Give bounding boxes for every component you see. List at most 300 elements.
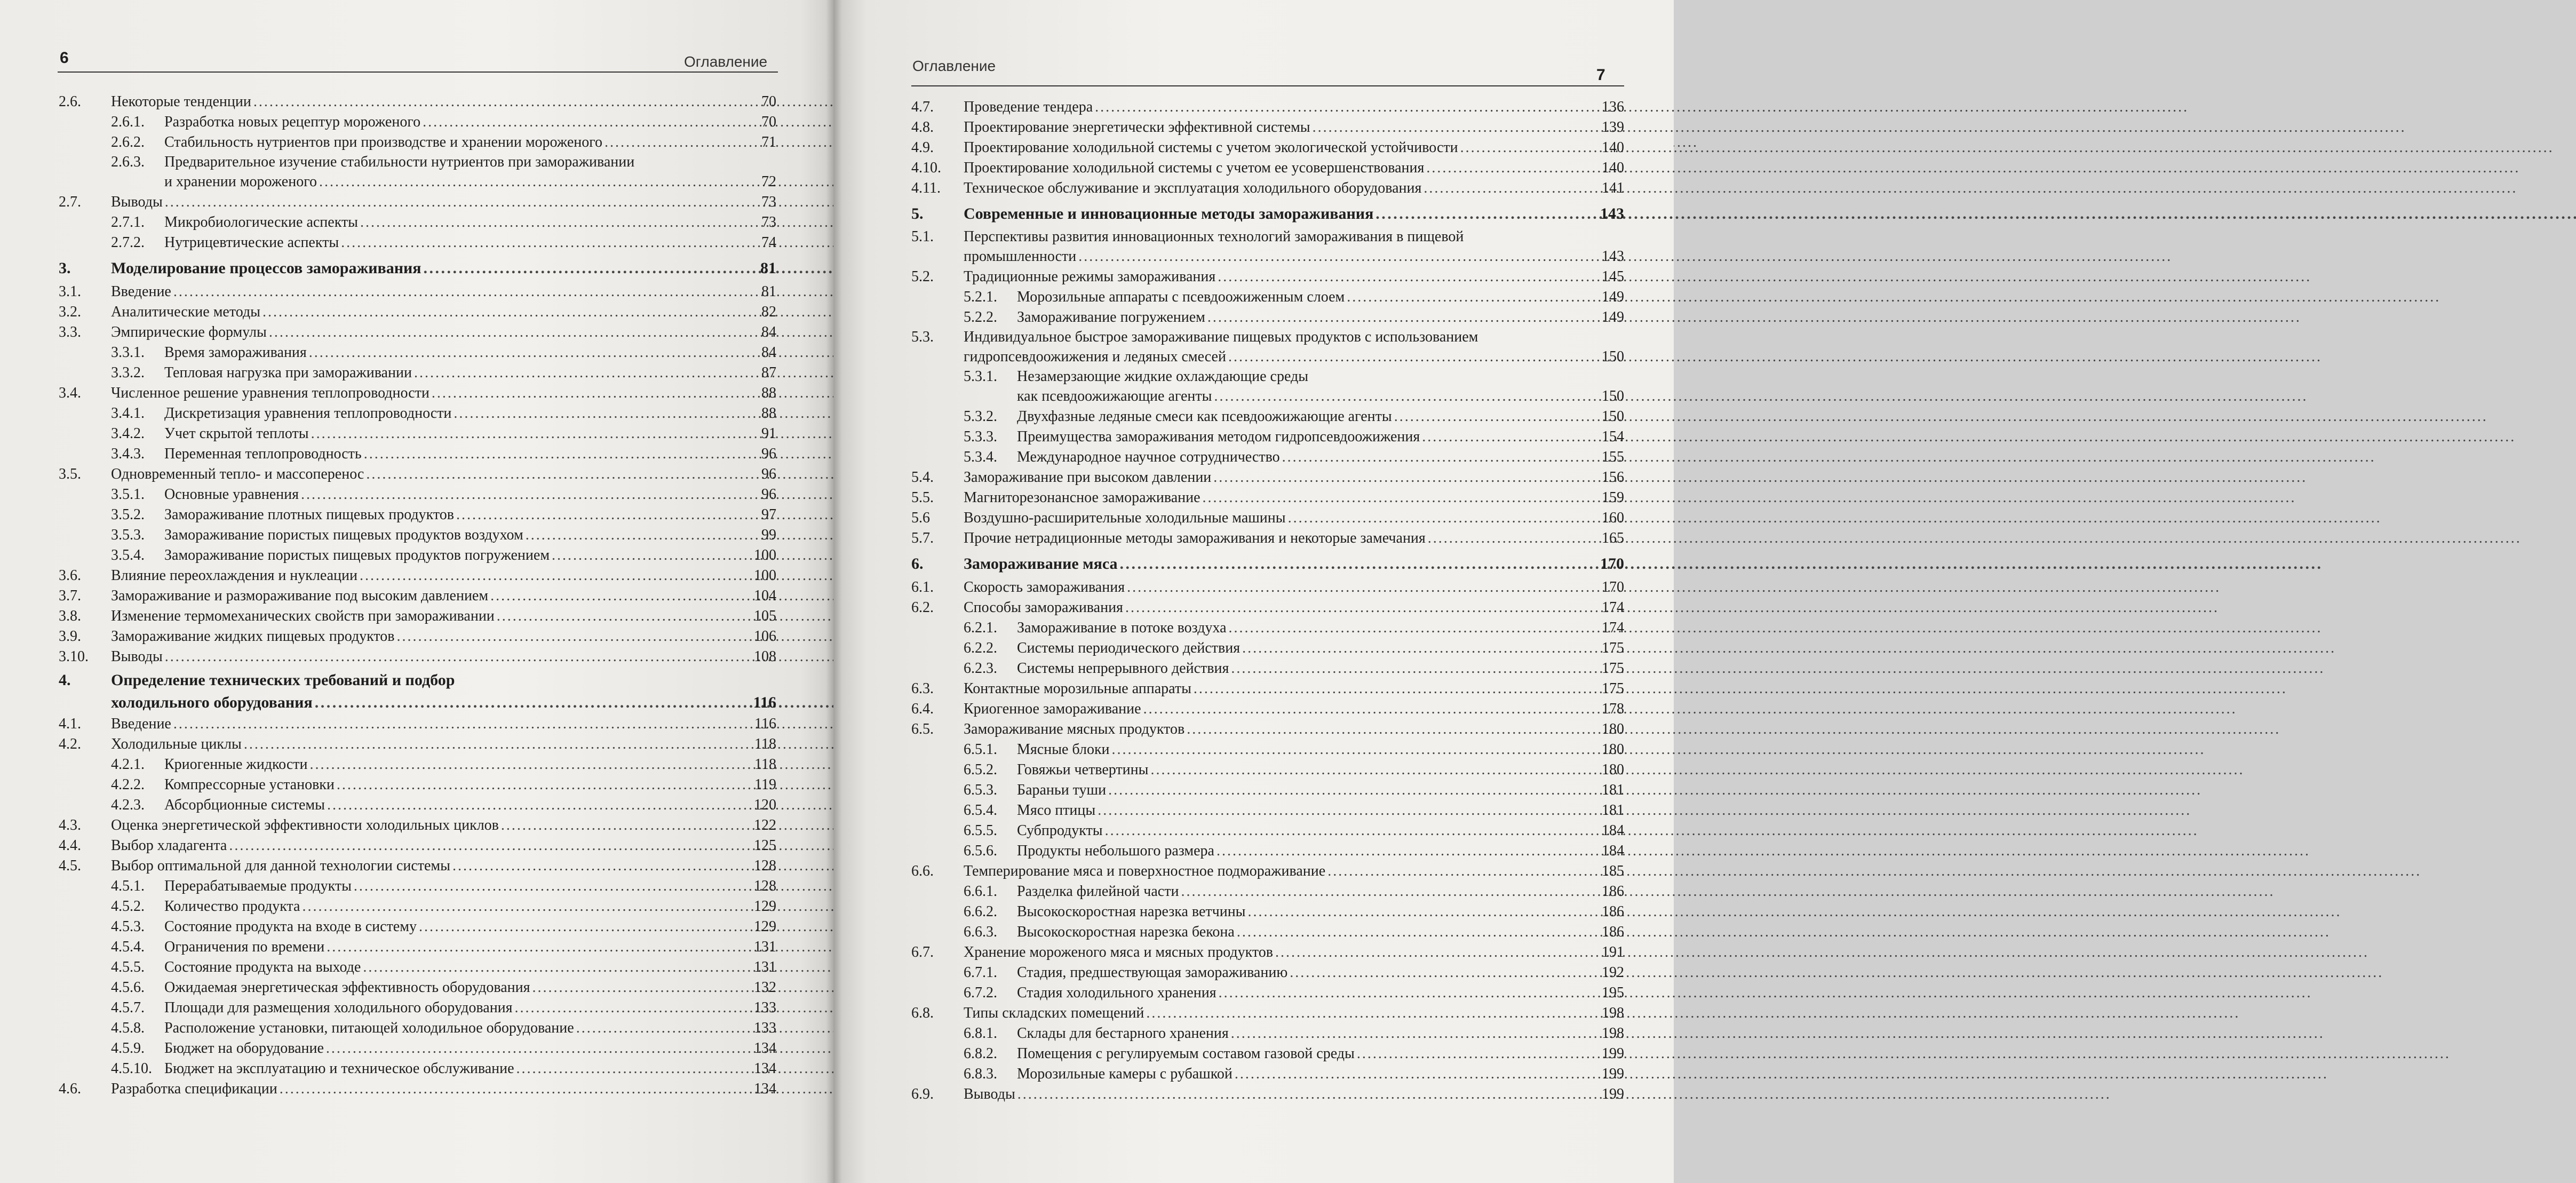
toc-leader-dots: [497, 606, 752, 626]
toc-entry: [59, 192, 776, 212]
toc-leader-dots: [397, 626, 752, 647]
toc-title: Скорость замораживания: [964, 579, 1125, 596]
toc-page-number: 118: [754, 736, 776, 752]
right-header-rule: [911, 85, 1624, 86]
toc-title: Контактные морозильные аппараты: [964, 680, 1191, 697]
toc-leader-dots: [1194, 679, 1600, 699]
toc-leader-dots: [1229, 618, 1600, 638]
toc-entry: [59, 363, 776, 383]
toc-number: 6.2.: [911, 599, 934, 616]
toc-entry: [911, 699, 1624, 719]
toc-page-number: 120: [754, 797, 776, 813]
toc-entry: [59, 957, 776, 978]
toc-page-number: 170: [1602, 579, 1624, 596]
toc-title: Замораживание пористых пищевых продуктов воздухом: [164, 527, 523, 543]
toc-page-number: 87: [761, 364, 776, 381]
toc-page-number: 81: [760, 259, 776, 277]
toc-entry: [911, 307, 1624, 328]
toc-title: Предварительное изучение стабильности нутриентов при замораживании: [164, 154, 635, 170]
toc-entry-line: [911, 551, 1624, 577]
toc-page-number: 128: [754, 858, 776, 874]
toc-page-number: 198: [1602, 1025, 1624, 1042]
toc-title: Тепловая нагрузка при замораживании: [164, 364, 412, 381]
toc-leader-dots: [366, 464, 759, 485]
toc-title: Моделирование процессов замораживания: [111, 259, 422, 277]
toc-leader-dots: [490, 586, 752, 606]
toc-entry-line: [911, 347, 1624, 367]
toc-leader-dots: [576, 1018, 752, 1038]
toc-page-number: 145: [1602, 268, 1624, 285]
toc-leader-dots: [244, 734, 752, 755]
toc-entry-line: [911, 882, 1624, 902]
toc-entry: [59, 322, 776, 343]
toc-entry-line: [911, 618, 1624, 638]
toc-entry-line: [911, 328, 1624, 347]
toc-entry-line: [911, 227, 1624, 247]
toc-entry: [911, 158, 1624, 178]
toc-number: 4.6.: [59, 1081, 81, 1097]
toc-page-number: 149: [1602, 309, 1624, 325]
toc-title: Проведение тендера: [964, 99, 1093, 115]
toc-number: 4.5.4.: [111, 939, 145, 955]
toc-entry-line: [59, 153, 776, 172]
toc-page-number: 175: [1602, 640, 1624, 656]
toc-entry-line: [59, 212, 776, 233]
toc-leader-dots: [516, 1059, 752, 1079]
toc-title: Время замораживания: [164, 344, 307, 361]
toc-entry: [59, 383, 776, 403]
toc-entry-line: [59, 957, 776, 978]
toc-page-number: 140: [1602, 160, 1624, 176]
toc-title: Учет скрытой теплоты: [164, 425, 309, 442]
toc-entry: [59, 302, 776, 322]
toc-entry-line: [59, 669, 776, 692]
toc-number: 4.4.: [59, 837, 81, 854]
toc-page-number: 129: [754, 898, 776, 915]
toc-entry: [59, 669, 776, 714]
toc-page-number: 191: [1602, 944, 1624, 960]
toc-entry-line: [911, 598, 1624, 618]
toc-number: 2.6.1.: [111, 114, 145, 130]
toc-title: Стадия холодильного хранения: [1017, 984, 1217, 1001]
toc-leader-dots: [1288, 508, 1600, 528]
toc-title-continuation: и хранении мороженого: [164, 173, 317, 190]
toc-leader-dots: [1146, 1003, 1600, 1023]
toc-entry-line: [59, 444, 776, 464]
toc-number: 6.6.2.: [964, 903, 997, 920]
toc-page-number: 116: [754, 716, 776, 732]
toc-entry-line: [911, 760, 1624, 780]
toc-page-number: 160: [1602, 510, 1624, 526]
toc-entry: [911, 201, 1624, 227]
toc-entry-line: [59, 485, 776, 505]
toc-number: 3.8.: [59, 608, 81, 624]
toc-entry: [59, 1038, 776, 1059]
book-spine-shadow: [826, 0, 842, 1183]
toc-number: 3.5.2.: [111, 506, 145, 523]
toc-number: 4.2.3.: [111, 797, 145, 813]
toc-leader-dots: [1203, 488, 1600, 508]
toc-entry: [911, 861, 1624, 882]
toc-page-number: 70: [761, 114, 776, 130]
toc-leader-dots: [1125, 598, 1600, 618]
toc-title: Выбор хладагента: [111, 837, 227, 854]
toc-title: Переменная теплопроводность: [164, 446, 362, 462]
toc-entry-line: [59, 586, 776, 606]
toc-page-number: 134: [754, 1081, 776, 1097]
toc-title: Двухфазные ледяные смеси как псевдоожижающие агенты: [1017, 408, 1392, 425]
toc-entry-line: [911, 679, 1624, 699]
toc-title: Системы непрерывного действия: [1017, 660, 1229, 677]
toc-title: Нутрицевтические аспекты: [164, 234, 339, 251]
toc-number: 3.4.3.: [111, 446, 145, 462]
toc-entry-line: [911, 780, 1624, 800]
toc-number: 3.4.2.: [111, 425, 145, 442]
toc-entry: [59, 233, 776, 253]
toc-entry-line: [59, 734, 776, 755]
toc-title: Абсорбционные системы: [164, 797, 325, 813]
toc-leader-dots: [360, 212, 759, 233]
toc-entry: [59, 714, 776, 734]
toc-entry: [911, 1003, 1624, 1023]
toc-entry-line: [59, 545, 776, 566]
toc-entry: [59, 212, 776, 233]
toc-entry-line: [911, 528, 1624, 549]
toc-entry-line: [59, 856, 776, 876]
toc-title: Незамерзающие жидкие охлаждающие среды: [1017, 368, 1309, 385]
toc-number: 3.: [59, 259, 71, 277]
toc-entry-line: [911, 922, 1624, 942]
toc-title: Замораживание погружением: [1017, 309, 1205, 325]
left-running-title: Оглавление: [684, 53, 768, 70]
toc-number: 4.5.8.: [111, 1020, 145, 1036]
toc-leader-dots: [1150, 760, 1600, 780]
toc-number: 5.2.1.: [964, 289, 997, 305]
toc-number: 6.6.: [911, 863, 934, 879]
right-running-title: Оглавление: [912, 58, 996, 74]
toc-leader-dots: [1376, 201, 1598, 227]
toc-page-number: 186: [1602, 924, 1624, 940]
toc-title: Перспективы развития инновационных технологий замораживания в пищевой: [964, 228, 1464, 245]
toc-entry-line: [59, 978, 776, 998]
toc-entry: [911, 178, 1624, 199]
toc-number: 4.3.: [59, 817, 81, 833]
toc-leader-dots: [1214, 386, 1600, 407]
toc-title: Ожидаемая энергетическая эффективность оборудования: [164, 979, 530, 996]
toc-entry: [59, 545, 776, 566]
toc-entry-line: [911, 158, 1624, 178]
toc-entry: [911, 821, 1624, 841]
toc-entry: [911, 1064, 1624, 1084]
toc-page-number: 97: [761, 506, 776, 523]
toc-page-number: 70: [761, 93, 776, 110]
toc-title-continuation: холодильного оборудования: [111, 694, 313, 711]
toc-title: Субпродукты: [1017, 822, 1103, 839]
toc-entry: [59, 153, 776, 192]
toc-title: Выбор оптимальной для данной технологии системы: [111, 858, 450, 874]
toc-entry: [59, 1059, 776, 1079]
toc-entry: [59, 586, 776, 606]
toc-page-number: 175: [1602, 680, 1624, 697]
toc-page-number: 186: [1602, 883, 1624, 900]
toc-number: 4.10.: [911, 160, 941, 176]
toc-leader-dots: [452, 856, 752, 876]
toc-title: Магниторезонансное замораживание: [964, 489, 1200, 506]
toc-number: 5.3.: [911, 329, 934, 345]
toc-number: 6.5.4.: [964, 802, 997, 819]
toc-title: Эмпирические формулы: [111, 324, 267, 340]
toc-entry: [911, 800, 1624, 821]
toc-title: Замораживание при высоком давлении: [964, 469, 1212, 486]
toc-title: Проектирование холодильной системы с учетом ее усовершенствования: [964, 160, 1425, 176]
toc-page-number: 133: [754, 999, 776, 1016]
toc-leader-dots: [1357, 1044, 1600, 1064]
toc-number: 4.11.: [911, 180, 941, 196]
toc-entry: [911, 447, 1624, 467]
toc-entry-line: [59, 505, 776, 525]
toc-page-number: 73: [761, 214, 776, 231]
toc-entry-line: [59, 1018, 776, 1038]
toc-leader-dots: [1242, 638, 1600, 658]
toc-leader-dots: [605, 132, 759, 153]
toc-entry-line: [59, 876, 776, 896]
toc-leader-dots: [319, 172, 759, 192]
toc-entry: [59, 836, 776, 856]
toc-number: 6.5.2.: [964, 761, 997, 778]
toc-entry: [911, 488, 1624, 508]
toc-leader-dots: [1327, 861, 1600, 882]
toc-number: 3.4.: [59, 385, 81, 401]
toc-leader-dots: [309, 343, 759, 363]
toc-entry-line: [59, 606, 776, 626]
toc-leader-dots: [1213, 467, 1600, 488]
toc-title: Бюджет на эксплуатацию и техническое обслуживание: [164, 1060, 514, 1077]
toc-page-number: 84: [761, 324, 776, 340]
toc-title: Расположение установки, питающей холодильное оборудование: [164, 1020, 574, 1036]
toc-number: 6.7.2.: [964, 984, 997, 1001]
toc-title: Замораживание мясных продуктов: [964, 721, 1185, 737]
toc-page-number: 129: [754, 918, 776, 935]
toc-leader-dots: [327, 937, 752, 957]
toc-leader-dots: [229, 836, 752, 856]
toc-entry-line: [911, 488, 1624, 508]
toc-entry-line: [911, 117, 1624, 138]
toc-number: 4.5.: [59, 858, 81, 874]
toc-title: Холодильные циклы: [111, 736, 242, 752]
toc-title: Замораживание в потоке воздуха: [1017, 620, 1227, 636]
toc-entry: [911, 1044, 1624, 1064]
right-toc: [911, 97, 1624, 1105]
toc-leader-dots: [311, 424, 759, 444]
toc-title: Склады для бестарного хранения: [1017, 1025, 1229, 1042]
toc-entry-line: [911, 1003, 1624, 1023]
toc-title: Перерабатываемые продукты: [164, 878, 352, 894]
toc-entry-line: [59, 302, 776, 322]
toc-title: Преимущества замораживания методом гидропсевдоожижения: [1017, 428, 1420, 445]
toc-leader-dots: [1422, 427, 1600, 447]
toc-leader-dots: [165, 192, 759, 212]
toc-leader-dots: [1095, 97, 1600, 117]
toc-entry: [911, 882, 1624, 902]
toc-number: 4.: [59, 671, 71, 689]
toc-entry-line: [911, 1084, 1624, 1105]
toc-number: 2.6.: [59, 93, 81, 110]
toc-leader-dots: [1275, 942, 1600, 963]
toc-entry: [911, 719, 1624, 740]
toc-leader-dots: [1112, 740, 1600, 760]
toc-leader-dots: [1428, 528, 1600, 549]
toc-title: Ограничения по времени: [164, 939, 325, 955]
toc-leader-dots: [424, 255, 758, 282]
toc-leader-dots: [1120, 551, 1598, 577]
toc-leader-dots: [173, 714, 752, 734]
toc-title: Техническое обслуживание и эксплуатация холодильного оборудования: [964, 180, 1422, 196]
toc-title: Оценка энергетической эффективности холодильных циклов: [111, 817, 499, 833]
toc-number: 5.2.2.: [964, 309, 997, 325]
toc-number: 4.2.2.: [111, 776, 145, 793]
toc-entry: [911, 328, 1624, 367]
toc-page-number: 184: [1602, 843, 1624, 859]
toc-entry-line: [59, 1038, 776, 1059]
toc-leader-dots: [1219, 983, 1600, 1003]
toc-page-number: 118: [754, 756, 776, 773]
toc-entry: [59, 132, 776, 153]
toc-number: 4.9.: [911, 139, 934, 156]
toc-leader-dots: [1218, 267, 1600, 287]
toc-entry: [59, 937, 776, 957]
toc-title: Системы периодического действия: [1017, 640, 1241, 656]
toc-entry-line: [911, 467, 1624, 488]
toc-leader-dots: [1394, 407, 1600, 427]
toc-number: 6.8.2.: [964, 1045, 997, 1062]
toc-entry-line: [911, 508, 1624, 528]
toc-number: 6.4.: [911, 701, 934, 717]
toc-title: Разделка филейной части: [1017, 883, 1179, 900]
toc-entry-line: [59, 692, 776, 714]
toc-title-continuation: как псевдоожижающие агенты: [1017, 388, 1212, 404]
toc-title: Выводы: [111, 648, 163, 665]
toc-leader-dots: [1282, 447, 1600, 467]
toc-title: Стадия, предшествующая замораживанию: [1017, 964, 1288, 981]
toc-leader-dots: [1105, 821, 1600, 841]
toc-entry-line: [59, 917, 776, 937]
toc-number: 5.1.: [911, 228, 934, 245]
toc-title: Высокоскоростная нарезка ветчины: [1017, 903, 1246, 920]
toc-entry: [59, 917, 776, 937]
toc-number: 3.10.: [59, 648, 89, 665]
toc-entry-line: [911, 407, 1624, 427]
toc-entry: [59, 255, 776, 282]
toc-title: Современные и инновационные методы замораживания: [964, 205, 1374, 223]
toc-leader-dots: [360, 566, 752, 586]
toc-page-number: 116: [753, 694, 776, 711]
toc-entry: [911, 508, 1624, 528]
toc-page-number: 143: [1600, 205, 1624, 223]
toc-leader-dots: [1231, 658, 1600, 679]
toc-number: 5.3.4.: [964, 449, 997, 465]
toc-page-number: 132: [754, 979, 776, 996]
toc-number: 3.3.: [59, 324, 81, 340]
toc-entry: [59, 566, 776, 586]
toc-number: 5.3.1.: [964, 368, 997, 385]
toc-title: Говяжьи четвертины: [1017, 761, 1149, 778]
toc-leader-dots: [364, 444, 759, 464]
toc-leader-dots: [341, 233, 759, 253]
toc-number: 5.3.2.: [964, 408, 997, 425]
toc-entry: [59, 112, 776, 132]
toc-page-number: 149: [1602, 289, 1624, 305]
toc-page-number: 72: [761, 173, 776, 190]
toc-page-number: 150: [1602, 408, 1624, 425]
toc-page-number: 180: [1602, 721, 1624, 737]
toc-entry: [911, 551, 1624, 577]
toc-entry-line: [911, 307, 1624, 328]
toc-entry: [59, 424, 776, 444]
toc-entry: [911, 467, 1624, 488]
toc-number: 3.5.1.: [111, 486, 145, 503]
toc-entry-line: [911, 942, 1624, 963]
toc-entry: [59, 775, 776, 795]
toc-leader-dots: [501, 815, 752, 836]
toc-entry: [911, 97, 1624, 117]
toc-entry-line: [59, 343, 776, 363]
toc-entry: [911, 638, 1624, 658]
toc-title: Индивидуальное быстрое замораживание пищевых продуктов с использованием: [964, 329, 1478, 345]
toc-page-number: 96: [761, 446, 776, 462]
toc-entry: [911, 138, 1624, 158]
toc-number: 4.5.6.: [111, 979, 145, 996]
toc-number: 4.5.9.: [111, 1040, 145, 1057]
toc-entry: [911, 227, 1624, 267]
toc-entry-line: [59, 322, 776, 343]
toc-entry-line: [911, 740, 1624, 760]
toc-leader-dots: [1217, 841, 1600, 861]
toc-entry-line: [911, 699, 1624, 719]
toc-entry-line: [59, 172, 776, 192]
toc-entry-line: [911, 447, 1624, 467]
toc-title: Выводы: [111, 194, 163, 210]
toc-entry-line: [911, 1044, 1624, 1064]
toc-number: 6.6.3.: [964, 924, 997, 940]
toc-number: 6.8.1.: [964, 1025, 997, 1042]
toc-title: Криогенное замораживание: [964, 701, 1141, 717]
toc-title: Проектирование энергетически эффективной системы: [964, 119, 1310, 136]
toc-leader-dots: [552, 545, 752, 566]
toc-leader-dots: [337, 775, 752, 795]
toc-entry: [911, 577, 1624, 598]
toc-entry-line: [911, 427, 1624, 447]
toc-entry-line: [59, 1059, 776, 1079]
toc-number: 4.5.5.: [111, 959, 145, 975]
toc-page-number: 91: [761, 425, 776, 442]
toc-leader-dots: [414, 363, 759, 383]
toc-page-number: 139: [1602, 119, 1624, 136]
toc-leader-dots: [532, 978, 752, 998]
toc-number: 3.3.1.: [111, 344, 145, 361]
toc-entry: [911, 427, 1624, 447]
toc-entry-line: [59, 255, 776, 282]
toc-entry: [911, 740, 1624, 760]
toc-title: Морозильные аппараты с псевдоожиженным слоем: [1017, 289, 1345, 305]
toc-entry: [911, 528, 1624, 549]
toc-page-number: 165: [1602, 530, 1624, 546]
toc-page-number: 82: [761, 304, 776, 320]
toc-entry: [59, 856, 776, 876]
toc-page-number: 150: [1602, 348, 1624, 365]
toc-title: Бюджет на оборудование: [164, 1040, 324, 1057]
toc-title: Некоторые тенденции: [111, 93, 251, 110]
toc-number: 4.5.3.: [111, 918, 145, 935]
